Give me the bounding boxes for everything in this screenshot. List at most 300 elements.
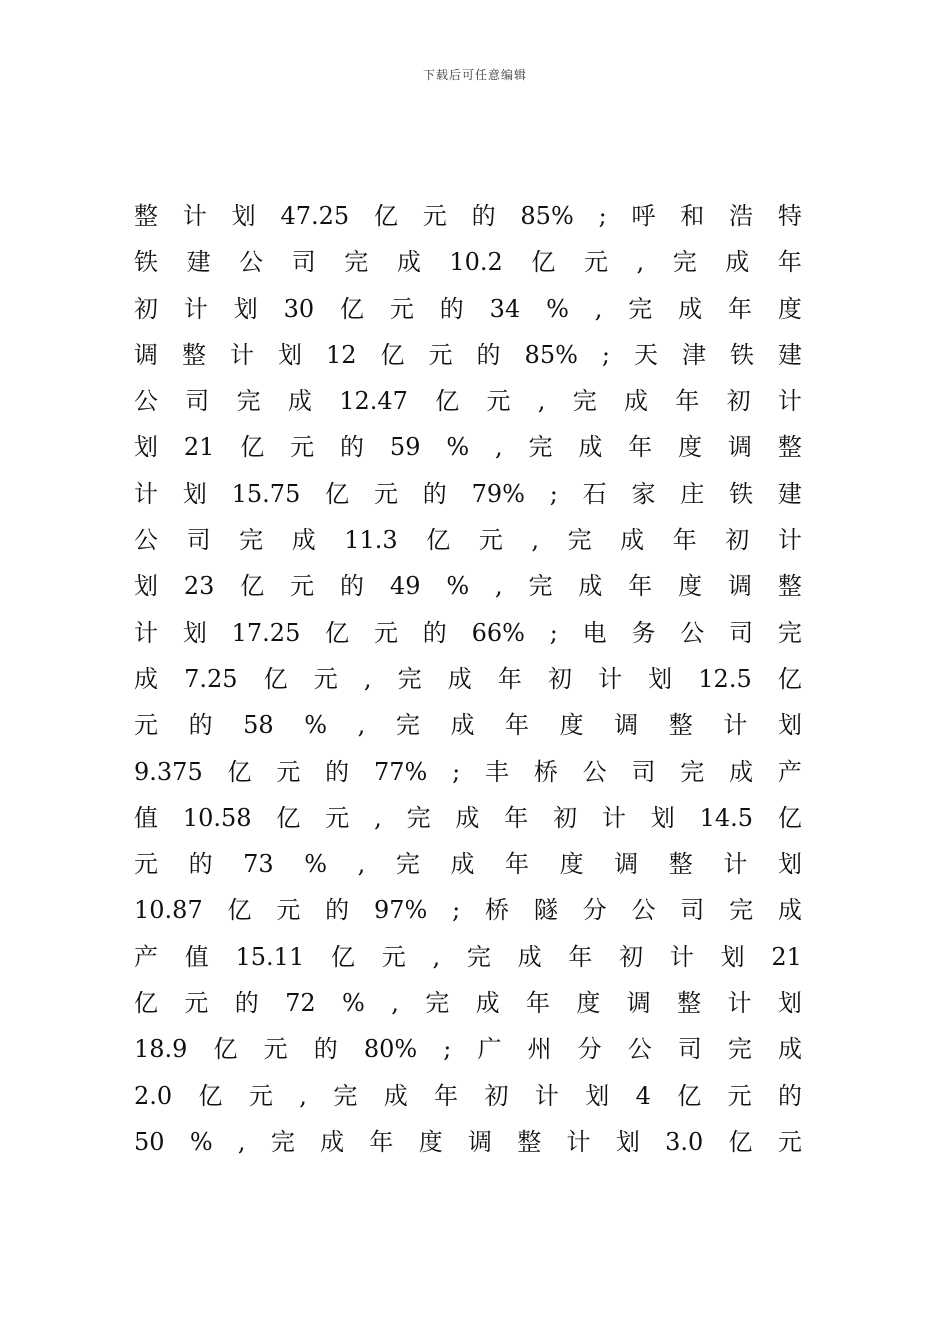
page-header: 下载后可任意编辑 bbox=[422, 68, 527, 82]
text-token: 浩 bbox=[729, 202, 754, 230]
text-token: 计 bbox=[134, 618, 158, 647]
text-token: 划 bbox=[615, 1127, 640, 1156]
text-token: 成 bbox=[447, 664, 472, 693]
text-token: 和 bbox=[680, 202, 705, 230]
text-token: 元 bbox=[583, 248, 608, 277]
text-token: , bbox=[299, 1081, 307, 1110]
text-token: 元 bbox=[276, 896, 301, 925]
text-token: 15.75 bbox=[231, 479, 301, 508]
text-token: 元 bbox=[134, 850, 158, 879]
text-token: 的 bbox=[340, 572, 365, 601]
text-line bbox=[134, 471, 802, 517]
text-token: 天 bbox=[633, 340, 658, 369]
text-token: 元 bbox=[373, 479, 398, 508]
text-token: 成 bbox=[578, 433, 603, 462]
text-token: , bbox=[363, 664, 372, 693]
text-token: 10.58 bbox=[182, 803, 252, 832]
text-token: 划 bbox=[278, 340, 302, 369]
text-token: % bbox=[546, 294, 569, 323]
text-line bbox=[134, 1073, 802, 1119]
text-token: 30 bbox=[283, 294, 315, 323]
text-token: % bbox=[446, 572, 470, 601]
text-line bbox=[134, 517, 802, 563]
text-token: 亿 bbox=[325, 618, 350, 647]
text-token: 成 bbox=[383, 1081, 408, 1110]
text-token: 划 bbox=[585, 1081, 610, 1110]
text-token: 18.9 bbox=[134, 1035, 188, 1064]
text-token: 年 bbox=[526, 989, 550, 1018]
text-token: 计 bbox=[183, 294, 208, 323]
text-token: 3.0 bbox=[665, 1127, 704, 1156]
text-token: 66% bbox=[471, 618, 525, 647]
text-token: 计 bbox=[230, 340, 254, 369]
text-token: 特 bbox=[777, 202, 802, 230]
text-token: 初 bbox=[726, 387, 751, 416]
text-token: 计 bbox=[723, 850, 748, 879]
text-token: 年 bbox=[628, 433, 653, 462]
text-token: 元 bbox=[381, 942, 406, 971]
text-token: 公 bbox=[627, 1035, 652, 1064]
text-token: 亿 bbox=[276, 803, 301, 832]
text-token: 完 bbox=[395, 711, 420, 740]
text-token: 成 bbox=[291, 526, 316, 555]
text-token: 完 bbox=[572, 387, 597, 416]
text-token: 电 bbox=[582, 618, 607, 647]
text-token: 计 bbox=[598, 664, 623, 693]
text-token: 成 bbox=[777, 896, 802, 925]
text-token: 73 bbox=[243, 850, 274, 879]
text-token: , bbox=[594, 294, 603, 323]
text-token: 年 bbox=[434, 1081, 459, 1110]
text-token: 年 bbox=[672, 526, 697, 555]
text-token: 司 bbox=[186, 526, 211, 555]
text-token: ; bbox=[598, 202, 607, 230]
text-token: , bbox=[357, 850, 366, 879]
text-token: 成 bbox=[450, 850, 475, 879]
text-token: 亿 bbox=[777, 664, 802, 693]
text-token: 度 bbox=[576, 989, 601, 1018]
text-token: 公 bbox=[631, 896, 656, 925]
text-token: 度 bbox=[559, 850, 584, 879]
text-token: 公 bbox=[680, 618, 705, 647]
text-token: 亿 bbox=[728, 1127, 753, 1156]
text-token: 的 bbox=[422, 479, 447, 508]
text-token: 79% bbox=[471, 479, 525, 508]
text-line bbox=[134, 795, 802, 841]
text-token: 元 bbox=[313, 664, 338, 693]
text-token: 的 bbox=[422, 618, 447, 647]
text-token: 建 bbox=[777, 340, 802, 369]
text-token: 97% bbox=[373, 896, 428, 925]
text-token: 成 bbox=[455, 803, 480, 832]
text-token: 司 bbox=[631, 757, 656, 786]
text-token: 亿 bbox=[134, 989, 158, 1018]
text-token: 元 bbox=[184, 989, 209, 1018]
text-line bbox=[134, 887, 802, 933]
text-line bbox=[134, 980, 802, 1026]
text-line bbox=[134, 1119, 802, 1165]
text-token: 亿 bbox=[330, 942, 355, 971]
text-token: 计 bbox=[727, 989, 752, 1018]
text-token: 元 bbox=[290, 572, 315, 601]
text-token: , bbox=[495, 433, 503, 462]
text-token: 的 bbox=[476, 340, 501, 369]
text-line bbox=[134, 239, 802, 285]
text-token: 元 bbox=[428, 340, 453, 369]
text-token: 的 bbox=[325, 757, 350, 786]
text-token: 划 bbox=[134, 433, 158, 462]
text-token: 度 bbox=[777, 294, 802, 323]
text-token: 划 bbox=[777, 850, 802, 879]
text-token: 完 bbox=[395, 850, 420, 879]
text-token: 计 bbox=[566, 1127, 591, 1156]
text-token: 成 bbox=[475, 989, 500, 1018]
text-token: 的 bbox=[188, 850, 213, 879]
text-line bbox=[134, 1026, 802, 1072]
text-token: , bbox=[537, 387, 546, 416]
text-token: 年 bbox=[628, 572, 653, 601]
text-token: 完 bbox=[567, 526, 592, 555]
text-token: 石 bbox=[582, 479, 607, 508]
text-token: 呼 bbox=[631, 202, 656, 230]
text-token: 年 bbox=[505, 711, 530, 740]
text-token: 成 bbox=[729, 757, 754, 786]
text-token: 77% bbox=[373, 757, 428, 786]
text-token: 完 bbox=[270, 1127, 295, 1156]
text-token: 成 bbox=[287, 387, 312, 416]
text-token: , bbox=[357, 711, 366, 740]
text-token: , bbox=[636, 248, 645, 277]
text-token: 成 bbox=[725, 248, 750, 277]
text-token: 成 bbox=[620, 526, 645, 555]
text-token: 隧 bbox=[533, 896, 558, 925]
text-token: 度 bbox=[559, 711, 584, 740]
text-token: 元 bbox=[478, 526, 503, 555]
text-token: 值 bbox=[184, 942, 209, 971]
text-token: , bbox=[391, 989, 399, 1018]
text-token: 初 bbox=[725, 526, 750, 555]
text-token: 调 bbox=[728, 572, 753, 601]
text-token: 完 bbox=[397, 664, 422, 693]
text-token: 21 bbox=[183, 433, 215, 462]
text-token: 完 bbox=[628, 294, 653, 323]
text-token: 计 bbox=[777, 526, 802, 555]
text-token: 司 bbox=[680, 896, 705, 925]
text-token: 成 bbox=[778, 1035, 802, 1064]
text-token: , bbox=[495, 572, 503, 601]
text-token: 划 bbox=[720, 942, 745, 971]
text-token: 计 bbox=[777, 387, 802, 416]
text-token: 度 bbox=[678, 433, 703, 462]
text-token: 亿 bbox=[777, 803, 802, 832]
text-token: 47.25 bbox=[280, 202, 350, 230]
text-token: 划 bbox=[777, 711, 802, 740]
text-token: 计 bbox=[534, 1081, 559, 1110]
text-token: 亿 bbox=[373, 202, 398, 230]
text-token: 11.3 bbox=[344, 526, 398, 555]
text-token: 度 bbox=[678, 572, 703, 601]
text-token: % bbox=[189, 1127, 213, 1156]
text-token: 完 bbox=[528, 572, 553, 601]
text-token: 调 bbox=[467, 1127, 492, 1156]
text-token: % bbox=[304, 711, 328, 740]
text-line bbox=[134, 563, 802, 609]
text-token: 司 bbox=[729, 618, 754, 647]
text-token: 划 bbox=[777, 989, 802, 1018]
text-token: 亿 bbox=[227, 896, 252, 925]
text-token: 初 bbox=[619, 942, 644, 971]
text-token: 的 bbox=[313, 1035, 338, 1064]
text-token: 完 bbox=[406, 803, 431, 832]
text-token: 务 bbox=[631, 618, 656, 647]
text-token: 成 bbox=[396, 248, 421, 277]
text-token: 的 bbox=[439, 294, 464, 323]
text-token: 年 bbox=[777, 248, 802, 277]
text-token: 50 bbox=[134, 1127, 165, 1156]
text-token: 的 bbox=[325, 896, 350, 925]
text-token: , bbox=[374, 803, 382, 832]
text-token: 15.11 bbox=[235, 942, 305, 971]
text-token: 亿 bbox=[325, 479, 350, 508]
text-token: 完 bbox=[425, 989, 450, 1018]
text-token: 司 bbox=[291, 248, 316, 277]
text-token: 34 bbox=[489, 294, 521, 323]
text-token: 铁 bbox=[729, 340, 754, 369]
text-token: 建 bbox=[777, 479, 802, 508]
text-token: 的 bbox=[234, 989, 259, 1018]
text-token: 元 bbox=[263, 1035, 288, 1064]
text-token: 整 bbox=[668, 711, 693, 740]
text-line bbox=[134, 934, 802, 980]
text-token: , bbox=[531, 526, 540, 555]
text-token: 元 bbox=[422, 202, 447, 230]
text-token: 49 bbox=[389, 572, 421, 601]
text-token: % bbox=[342, 989, 365, 1018]
text-token: 桥 bbox=[533, 757, 558, 786]
text-token: 成 bbox=[624, 387, 649, 416]
text-token: 年 bbox=[568, 942, 593, 971]
text-token: 年 bbox=[728, 294, 753, 323]
text-token: 的 bbox=[471, 202, 496, 230]
text-token: 计 bbox=[134, 479, 158, 508]
text-token: 完 bbox=[672, 248, 697, 277]
text-token: 划 bbox=[182, 479, 207, 508]
text-token: 公 bbox=[134, 526, 158, 555]
text-token: 度 bbox=[418, 1127, 443, 1156]
text-token: 建 bbox=[186, 248, 211, 277]
text-token: 年 bbox=[369, 1127, 394, 1156]
text-token: 59 bbox=[389, 433, 421, 462]
text-token: 的 bbox=[777, 1081, 802, 1110]
text-token: 年 bbox=[505, 850, 530, 879]
text-token: 17.25 bbox=[231, 618, 301, 647]
text-token: 72 bbox=[285, 989, 316, 1018]
text-token: 整 bbox=[182, 340, 206, 369]
text-token: 10.87 bbox=[134, 896, 203, 925]
text-token: 初 bbox=[547, 664, 572, 693]
text-token: 85% bbox=[524, 340, 578, 369]
text-token: 的 bbox=[340, 433, 365, 462]
text-token: 成 bbox=[578, 572, 603, 601]
text-token: 广 bbox=[477, 1035, 502, 1064]
text-token: 完 bbox=[680, 757, 705, 786]
text-token: 调 bbox=[614, 711, 639, 740]
text-token: 公 bbox=[239, 248, 264, 277]
text-token: 划 bbox=[134, 572, 158, 601]
text-token: 完 bbox=[466, 942, 491, 971]
text-token: 亿 bbox=[263, 664, 288, 693]
text-token: 初 bbox=[484, 1081, 509, 1110]
body-text bbox=[134, 193, 802, 1165]
text-token: 调 bbox=[134, 340, 158, 369]
text-token: 铁 bbox=[134, 248, 158, 277]
text-line bbox=[134, 424, 802, 470]
text-token: 亿 bbox=[240, 572, 265, 601]
text-token: 津 bbox=[681, 340, 706, 369]
text-token: 完 bbox=[236, 387, 261, 416]
text-token: 亿 bbox=[380, 340, 405, 369]
text-line bbox=[134, 332, 802, 378]
text-token: 元 bbox=[486, 387, 511, 416]
text-token: 整 bbox=[668, 850, 693, 879]
text-line bbox=[134, 656, 802, 702]
text-token: 58 bbox=[243, 711, 274, 740]
text-token: 12 bbox=[326, 340, 357, 369]
text-token: 亿 bbox=[340, 294, 365, 323]
text-token: 元 bbox=[389, 294, 414, 323]
text-line bbox=[134, 702, 802, 748]
text-token: 成 bbox=[134, 664, 158, 693]
text-token: % bbox=[446, 433, 470, 462]
text-token: 10.2 bbox=[449, 248, 503, 277]
text-token: 完 bbox=[729, 896, 754, 925]
text-token: 调 bbox=[728, 433, 753, 462]
text-token: 划 bbox=[650, 803, 675, 832]
text-line bbox=[134, 841, 802, 887]
text-token: 元 bbox=[248, 1081, 273, 1110]
text-token: ; bbox=[452, 757, 461, 786]
text-token: 7.25 bbox=[184, 664, 238, 693]
text-token: 划 bbox=[231, 202, 256, 230]
text-token: 亿 bbox=[213, 1035, 238, 1064]
text-token: 元 bbox=[373, 618, 398, 647]
text-line bbox=[134, 286, 802, 332]
text-token: 完 bbox=[344, 248, 369, 277]
text-token: , bbox=[237, 1127, 246, 1156]
text-line bbox=[134, 749, 802, 795]
text-token: 完 bbox=[727, 1035, 752, 1064]
text-token: 完 bbox=[528, 433, 553, 462]
text-token: 23 bbox=[183, 572, 215, 601]
text-token: 划 bbox=[648, 664, 673, 693]
text-token: % bbox=[304, 850, 328, 879]
text-token: 整 bbox=[677, 989, 702, 1018]
text-token: 成 bbox=[678, 294, 703, 323]
text-token: 亿 bbox=[227, 757, 252, 786]
text-token: 亿 bbox=[240, 433, 265, 462]
text-token: 整 bbox=[134, 202, 158, 230]
text-token: 2.0 bbox=[134, 1081, 173, 1110]
text-token: 州 bbox=[527, 1035, 552, 1064]
text-token: 亿 bbox=[435, 387, 460, 416]
text-token: 14.5 bbox=[699, 803, 754, 832]
text-token: ; bbox=[452, 896, 461, 925]
text-token: 完 bbox=[777, 618, 802, 647]
text-token: 产 bbox=[134, 942, 158, 971]
text-line bbox=[134, 610, 802, 656]
text-token: 年 bbox=[504, 803, 529, 832]
text-token: 值 bbox=[134, 803, 158, 832]
text-token: 12.47 bbox=[339, 387, 408, 416]
text-token: 成 bbox=[320, 1127, 345, 1156]
text-token: ; bbox=[549, 479, 558, 508]
text-token: 亿 bbox=[531, 248, 556, 277]
text-token: 公 bbox=[582, 757, 607, 786]
text-line bbox=[134, 378, 802, 424]
text-token: 计 bbox=[601, 803, 626, 832]
text-token: ; bbox=[601, 340, 610, 369]
text-token: 计 bbox=[669, 942, 694, 971]
text-token: 元 bbox=[276, 757, 301, 786]
text-token: 铁 bbox=[729, 479, 754, 508]
text-token: 80% bbox=[363, 1035, 418, 1064]
text-token: 计 bbox=[182, 202, 207, 230]
text-token: 整 bbox=[517, 1127, 542, 1156]
text-token: , bbox=[432, 942, 441, 971]
text-token: 元 bbox=[290, 433, 315, 462]
text-token: 85% bbox=[520, 202, 574, 230]
text-token: 调 bbox=[614, 850, 639, 879]
text-token: 元 bbox=[727, 1081, 752, 1110]
text-token: 庄 bbox=[680, 479, 705, 508]
text-token: 司 bbox=[185, 387, 210, 416]
text-token: 亿 bbox=[426, 526, 451, 555]
text-token: 完 bbox=[239, 526, 264, 555]
text-token: 丰 bbox=[485, 757, 510, 786]
text-token: 计 bbox=[723, 711, 748, 740]
text-token: 整 bbox=[777, 433, 802, 462]
text-token: 家 bbox=[631, 479, 656, 508]
text-line bbox=[134, 193, 802, 239]
text-token: ; bbox=[443, 1035, 452, 1064]
text-token: 划 bbox=[233, 294, 258, 323]
text-token: 4 bbox=[635, 1081, 651, 1110]
text-token: 桥 bbox=[485, 896, 510, 925]
text-token: 划 bbox=[182, 618, 207, 647]
text-token: ; bbox=[549, 618, 558, 647]
text-token: 12.5 bbox=[698, 664, 752, 693]
text-token: 亿 bbox=[198, 1081, 223, 1110]
text-token: 成 bbox=[517, 942, 542, 971]
text-token: 公 bbox=[134, 387, 158, 416]
text-token: 初 bbox=[134, 294, 158, 323]
text-token: 亿 bbox=[677, 1081, 702, 1110]
text-token: 年 bbox=[675, 387, 700, 416]
text-token: 21 bbox=[771, 942, 802, 971]
text-token: 元 bbox=[325, 803, 350, 832]
text-token: 初 bbox=[553, 803, 578, 832]
text-token: 元 bbox=[777, 1127, 802, 1156]
text-token: 9.375 bbox=[134, 757, 203, 786]
text-token: 完 bbox=[333, 1081, 358, 1110]
text-token: 调 bbox=[626, 989, 651, 1018]
text-token: 的 bbox=[188, 711, 213, 740]
text-token: 产 bbox=[777, 757, 802, 786]
text-token: 成 bbox=[450, 711, 475, 740]
text-token: 整 bbox=[777, 572, 802, 601]
text-token: 司 bbox=[677, 1035, 702, 1064]
text-token: 元 bbox=[134, 711, 158, 740]
